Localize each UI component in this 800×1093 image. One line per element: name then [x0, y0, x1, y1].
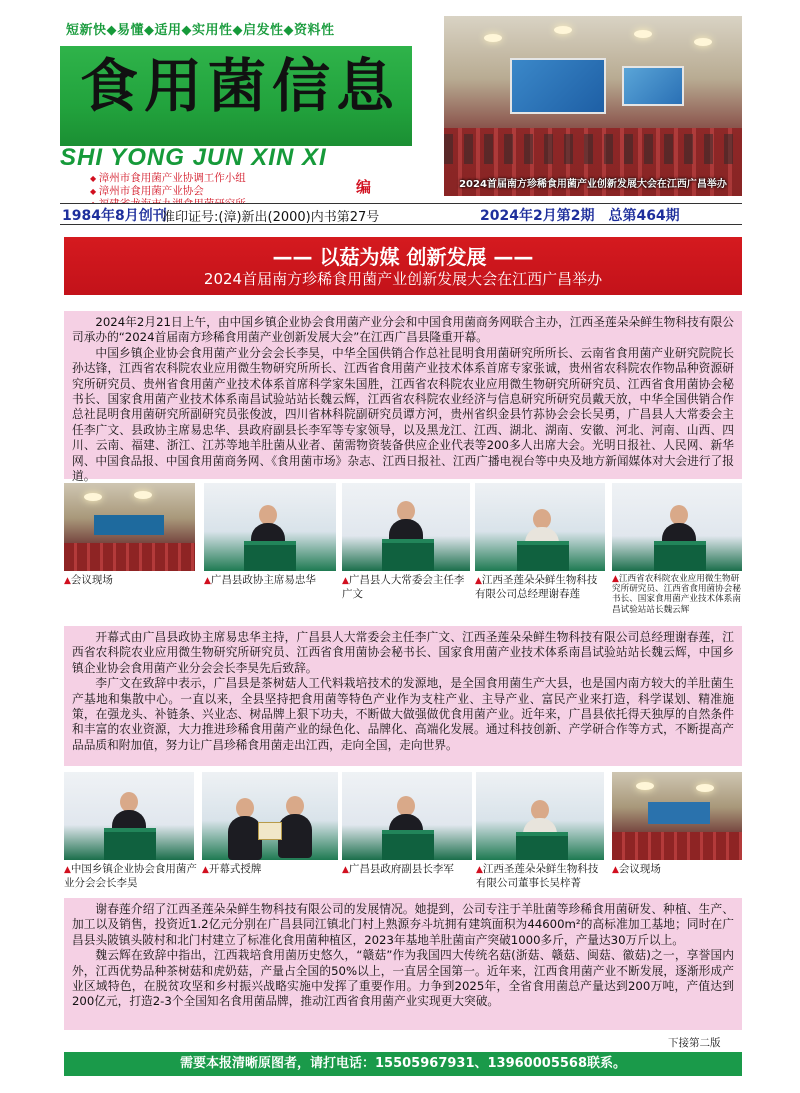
top-conference-photo — [444, 16, 742, 196]
triangle-icon: ▲ — [612, 865, 619, 875]
photo-speaker-wu — [476, 772, 604, 860]
continued-note: 下接第二版 — [668, 1037, 721, 1049]
issue-info-bar — [60, 203, 742, 225]
founded-date: 1984年8月创刊 — [62, 208, 167, 224]
speaker-head — [670, 505, 688, 525]
speaker-head — [120, 792, 138, 812]
triangle-icon: ▲ — [204, 576, 211, 586]
headline-title: —— 以菇为媒 创新发展 —— — [272, 245, 534, 269]
article-paragraph: 2024年2月21日上午，由中国乡镇企业协会食用菌产业分会和中国食用菌商务网联合主办，江西圣莲朵朵鲜生物科技有限公司承办的“2024首届南方珍稀食用菌产业创新发展大会”在江西广昌县隆重开幕。 — [72, 315, 734, 345]
photo-caption: ▲广昌县政协主席易忠华 — [204, 574, 316, 586]
ceiling-light — [84, 493, 102, 501]
person-body — [228, 816, 262, 860]
photo-caption: ▲开幕式授牌 — [202, 863, 262, 875]
contact-footer: 需要本报清晰原图者，请打电话：15505967931、13960005568联系。 — [64, 1052, 742, 1076]
stage-screen — [510, 58, 606, 114]
article-paragraph: 李广文在致辞中表示，广昌县是茶树菇人工代料栽培技术的发源地，是全国食用菌生产大县，也是国内南方较大的羊肚菌生产基地和集散中心。一直以来，全县坚持把食用菌等特色产业作为支柱产业、主导产业、富民产业来打造，科学谋划、精准施策，在强龙头、补链条、兴业态、树品牌上狠下功夫，不断做大做强做优食用菌产业。近年来，广昌县依托得天独厚的自然条件和丰富的农业资源，大力推进珍稀食用菌产业的绿色化、品牌化、高端化发展。通过科技创新、产学研合作等方式，不断提高产品品质和附加值，努力让广昌珍稀食用菌走出江西，走向全国，走向世界。 — [72, 676, 734, 752]
triangle-icon: ▲ — [342, 865, 349, 875]
podium — [382, 539, 434, 571]
stage-screen — [94, 515, 164, 535]
editor-label: 编 — [356, 178, 372, 196]
triangle-icon: ▲ — [202, 865, 209, 875]
award-plaque — [258, 822, 282, 840]
photo-speaker-xie — [475, 483, 605, 571]
podium — [104, 828, 156, 860]
ceiling-light — [694, 38, 712, 46]
headline-subtitle: 2024首届南方珍稀食用菌产业创新发展大会在江西广昌举办 — [203, 270, 603, 288]
speaker-head — [533, 509, 551, 529]
photo-speaker-lihao — [64, 772, 194, 860]
person-body — [278, 814, 312, 858]
audience-seats — [612, 832, 742, 860]
podium — [516, 832, 568, 860]
podium — [517, 541, 569, 571]
ceiling-light — [634, 30, 652, 38]
audience-seats — [64, 543, 195, 571]
triangle-icon: ▲ — [612, 574, 619, 584]
podium — [244, 541, 296, 571]
speaker-head — [531, 800, 549, 820]
photo-caption: ▲中国乡镇企业协会食用菌产业分会会长李昊 — [64, 863, 197, 889]
permit-number: 准印证号:(漳)新出(2000)内书第27号 — [162, 210, 380, 225]
article-paragraph: 开幕式由广昌县政协主席易忠华主持，广昌县人大常委会主任李广文、江西圣莲朵朵鲜生物科技有限公司总经理谢春莲，江西省农科院农业应用微生物研究所研究员、江西省食用菌协会秘书长、国家食用菌产业技术体系南昌试验站站长魏云辉，中国乡镇企业协会食用菌产业分会会长李昊先后致辞。 — [72, 630, 734, 675]
photo-speaker-lijun — [342, 772, 472, 860]
headline-banner — [64, 237, 742, 295]
article-paragraph: 中国乡镇企业协会食用菌产业分会会长李昊，中华全国供销合作总社昆明食用菌研究所所长、云南省食用菌产业研究院院长孙达锋，江西省农科院农业应用微生物研究所所长、江西省食用菌产业技术体系首席专家张诚，贵州省农科院农作物品种资源研究所研究员、贵州省食用菌产业技术体系首席科学家朱国胜，江西省农科院农业应用微生物研究所研究员、江西省食用菌协会秘书长、国家食用菌产业技术体系南昌试验站站长魏云辉，江西省农科院农业经济与信息研究所研究员戴天放，中华全国供销合作总社昆明食用菌研究所副研究员张俊波，四川省林科院副研究员谭方河，贵州省织金县竹荪协会会长吴勇，广昌县人大常委会主任李广文、县政协主席易忠华、县政府副县长李军等专家领导，以及黑龙江、江西、湖北、湖南、安徽、河北、河南、山西、四川、云南、福建、浙江、江苏等地羊肚菌从业者、菌需物资装备供应企业代表等200多人出席大会。光明日报社、人民网、新华网、中国食品报、中国食用菌商务网、《食用菌市场》杂志、江西日报社、江西广播电视台等中央及地方新闻媒体对大会进行了报道。 — [72, 345, 734, 484]
photo-caption: ▲会议现场 — [64, 574, 113, 586]
newspaper-title: 食用菌信息 — [80, 52, 401, 120]
photo-caption: ▲江西圣莲朵朵鲜生物科技有限公司董事长吴梓菁 — [476, 863, 599, 889]
ceiling-light — [696, 784, 714, 792]
triangle-icon: ▲ — [64, 865, 71, 875]
photo-caption: ▲广昌县政府副县长李军 — [342, 863, 454, 875]
article-section-1 — [64, 311, 742, 484]
triangle-icon: ▲ — [342, 576, 349, 586]
photo-caption: ▲江西圣莲朵朵鲜生物科技有限公司总经理谢春莲 — [475, 574, 598, 600]
publisher-item: ◆ 漳州市食用菌产业协调工作小组 — [90, 172, 370, 185]
photo-meeting-venue — [64, 483, 195, 571]
podium — [654, 541, 706, 571]
article-paragraph: 魏云辉在致辞中指出，江西栽培食用菌历史悠久，“赣菇”作为我国四大传统名菇(浙菇、赣菇、闽菇、徽菇)之一，享誉国内外，江西优势品种茶树菇和虎奶菇，产量占全国的50%以上，一直居全国第一。近年来，江西食用菌产业不断发展，逐渐形成产业区域特色，在脱贫攻坚和乡村振兴战略实施中发挥了重要作用。力争到2025年，全省食用菌总产量达到200万吨，产值达到200亿元，打造2-3个全国知名食用菌品牌，推动江西省食用菌产业实现更大突破。 — [72, 948, 734, 1009]
article-section-2 — [64, 626, 742, 766]
article-paragraph: 谢春莲介绍了江西圣莲朵朵鲜生物科技有限公司的发展情况。她提到，公司专注于羊肚菌等珍稀食用菌研发、种植、生产、加工以及销售，投资近1.2亿元分别在广昌县同江镇北门村上熟源夯斗坑拥有建筑面积为44600m²的高标准加工基地；同时在广昌县头陂镇头陂村和北门村建立了标准化食用菌种植区，2023年基地羊肚菌亩产突破1000多斤，产量达30万斤以上。 — [72, 902, 734, 947]
article-section-3 — [64, 898, 742, 1030]
triangle-icon: ▲ — [64, 576, 71, 586]
podium — [382, 830, 434, 860]
photo-meeting-venue — [612, 772, 742, 860]
photo-speaker-wei — [612, 483, 742, 571]
triangle-icon: ▲ — [475, 576, 482, 586]
top-photo-caption: 2024首届南方珍稀食用菌产业创新发展大会在江西广昌举办 — [459, 179, 727, 190]
speaker-head — [397, 796, 415, 816]
photo-speaker-li — [342, 483, 470, 571]
photo-speaker-yi — [204, 483, 336, 571]
stage-screen — [648, 802, 710, 824]
photo-caption: ▲广昌县人大常委会主任李广文 — [342, 574, 465, 600]
audience — [444, 134, 742, 164]
speaker-head — [259, 505, 277, 525]
masthead-slogan: 短新快◆易懂◆适用◆实用性◆启发性◆资料性 — [60, 16, 412, 46]
ceiling-light — [554, 26, 572, 34]
speaker-head — [397, 501, 415, 521]
ceiling-light — [484, 34, 502, 42]
publisher-item: ◆ 漳州市食用菌产业协会 — [90, 185, 370, 198]
photo-caption: ▲会议现场 — [612, 863, 661, 875]
masthead — [60, 16, 412, 202]
triangle-icon: ▲ — [476, 865, 483, 875]
newspaper-title-pinyin: SHI YONG JUN XIN XI — [60, 144, 327, 171]
ceiling-light — [134, 491, 152, 499]
person-head — [286, 796, 304, 816]
issue-number: 2024年2月第2期 总第464期 — [480, 208, 680, 224]
stage-screen — [622, 66, 684, 106]
person-head — [236, 798, 254, 818]
photo-caption: ▲江西省农科院农业应用微生物研究所研究员、江西省食用菌协会秘书长、国家食用菌产业技术体系南昌试验站站长魏云辉 — [612, 574, 741, 615]
photo-award-ceremony — [202, 772, 338, 860]
ceiling-light — [636, 782, 654, 790]
